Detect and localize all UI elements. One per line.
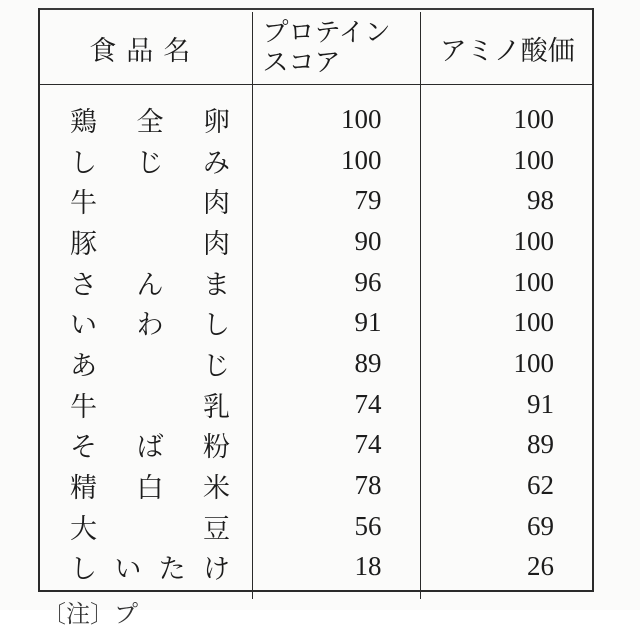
header-protein-score-line1: プロテイン [262,18,391,48]
amino-acid-value-cell: 100 [420,140,594,181]
food-name-char: け [202,554,230,586]
food-protein-table [38,12,594,599]
food-name-cell [38,465,252,506]
food-name [70,303,230,342]
food-name-char: あ [70,350,97,382]
food-name [70,141,230,180]
amino-acid-value-cell: 100 [420,221,594,262]
amino-acid-value-cell: 62 [420,465,594,506]
header-protein-score-line2: スコア [262,48,341,78]
food-name-char: 豆 [203,513,230,545]
food-name-char: じ [203,350,230,382]
food-name-char: 精 [70,473,97,505]
food-name-cell [38,140,252,181]
food-name-char: 全 [136,106,164,138]
amino-acid-value-cell: 100 [420,262,594,303]
food-name-cell [38,221,252,262]
food-name-char [137,344,164,383]
footnote-fragment: 〔注〕プ [42,600,138,628]
table-row [38,99,594,140]
protein-score-cell: 89 [252,343,420,384]
protein-score-cell: 91 [252,302,420,343]
amino-acid-value-cell: 100 [420,302,594,343]
amino-acid-value-cell: 98 [420,180,594,221]
food-name-char: し [203,310,230,342]
table-row [38,302,594,343]
food-name-char: 大 [70,513,97,545]
protein-score-cell: 74 [252,425,420,466]
food-name [70,425,230,464]
food-name-cell [38,384,252,425]
food-name-cell [38,425,252,466]
food-name-char: た [158,554,186,586]
food-name-char: い [70,310,97,342]
food-name-cell [38,302,252,343]
amino-acid-value-cell: 100 [420,99,594,140]
table-row [38,384,594,425]
header-protein-score [252,12,420,85]
food-name-char: わ [136,310,164,342]
food-name-char: 米 [203,473,230,505]
protein-score-cell: 90 [252,221,420,262]
food-name-char: し [70,554,97,586]
table-row [38,425,594,466]
food-name [70,100,230,139]
table-row [38,262,594,303]
food-name [70,344,230,383]
food-name-char: し [70,147,97,179]
food-name-char [137,385,164,424]
food-name-char: 肉 [203,228,230,260]
food-name-char: 卵 [203,106,230,138]
table-row [38,180,594,221]
food-name-cell [38,99,252,140]
table-row [38,221,594,262]
protein-score-cell: 100 [252,99,420,140]
amino-acid-value-cell: 89 [420,425,594,466]
table-row [38,547,594,588]
food-name-char: 肉 [203,188,230,220]
food-name-char [137,181,164,220]
food-name [70,222,230,261]
top-rule [38,8,594,10]
food-name-cell [38,180,252,221]
food-name [70,547,230,586]
header-amino-acid-value: アミノ酸価 [420,12,594,85]
table-body [38,85,594,600]
food-name-char: 白 [136,473,164,505]
amino-acid-value-cell: 91 [420,384,594,425]
food-name [70,385,230,424]
food-name-char: そ [70,432,97,464]
food-name-cell [38,506,252,547]
table-row [38,465,594,506]
food-name-char: 牛 [70,188,97,220]
food-name-char [137,507,164,546]
header-food-name: 食品名 [38,12,252,85]
food-name [70,263,230,302]
food-name-char: い [114,554,142,586]
food-name-char: 豚 [70,228,97,260]
food-name-char: ば [136,432,164,464]
protein-score-cell: 56 [252,506,420,547]
food-name-char: 乳 [203,391,230,423]
table-header-row [38,12,594,85]
amino-acid-value-cell: 69 [420,506,594,547]
food-name-char: じ [136,147,164,179]
food-name-cell [38,343,252,384]
food-name-char: み [203,147,230,179]
food-name [70,507,230,546]
table-row [38,140,594,181]
food-name-char: ん [136,269,164,301]
amino-acid-value-cell: 26 [420,547,594,588]
food-name-char: 粉 [203,432,230,464]
protein-score-cell: 78 [252,465,420,506]
protein-score-cell: 100 [252,140,420,181]
protein-score-cell: 79 [252,180,420,221]
food-name-char: 鶏 [70,106,97,138]
food-name-cell [38,262,252,303]
table-row [38,343,594,384]
food-name [70,181,230,220]
food-name [70,466,230,505]
food-name-char [137,222,164,261]
protein-score-cell: 96 [252,262,420,303]
food-name-char: ま [203,269,230,301]
food-name-char: さ [70,269,97,301]
amino-acid-value-cell: 100 [420,343,594,384]
protein-score-cell: 18 [252,547,420,588]
food-name-char: 牛 [70,391,97,423]
food-name-cell [38,547,252,588]
table-row [38,506,594,547]
protein-score-cell: 74 [252,384,420,425]
